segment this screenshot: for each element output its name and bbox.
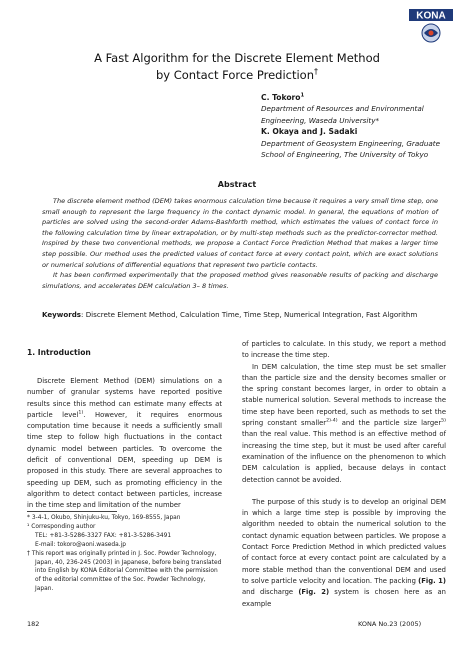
- body-paragraph: The purpose of this study is to develop an original DEM in which a large time step is possible by improving the algorithm needed to obtain the numerical solution to the contact dynamic equation between particles. We propose a Contact Force Prediction Method in which predicted values of contact force at every contact point are calculated by a more stable method than the conventional DEM and used to solve particle velocity and location. The packing (Fig. 1) and discharge (Fig. 2) system is chosen here as an example: [242, 497, 446, 608]
- author-affiliation: Engineering, Waseda University*: [261, 115, 380, 125]
- keywords-line: [42, 310, 442, 320]
- author-name: C. Tokoro$^1$: [261, 92, 305, 102]
- body-paragraph: Discrete Element Method (DEM) simulations on a number of granular systems have reported positive results since this method can estimate many effects at particle level$^{1)}$. However, it requires enormous computation time because it needs a sufficiently small time step to follow high fluctuations in the contact dynamic model between particles. To overcome the deficit of conventional DEM, speeding up DEM is proposed in this study. There are several approaches to speeding up DEM, such as promoting efficiency in the algorithm to detect contact between particles, increase in the time step and limitation of the number: [27, 377, 222, 510]
- paper-title-line2: by Contact Force Prediction†: [155, 67, 319, 82]
- section-heading: 1. Introduction: [27, 348, 91, 357]
- journal-issue: KONA No.23 (2005): [358, 620, 422, 628]
- page-number: 182: [27, 620, 40, 628]
- citation: 1): [78, 410, 84, 416]
- figure-ref: (Fig. 2): [298, 588, 330, 597]
- abstract-heading: Abstract: [217, 180, 257, 189]
- footnote-email: E-mail: tokoro@aoni.waseda.jp: [35, 541, 127, 548]
- author-affiliation: Department of Resources and Environmental: [261, 104, 424, 114]
- author-affiliation: Department of Geosystem Engineering, Graduate: [261, 138, 441, 148]
- paper-title-line1: A Fast Algorithm for the Discrete Element Method: [94, 51, 380, 65]
- body-paragraph: of particles to calculate. In this study, we report a method to increase the time step.: [242, 340, 446, 360]
- footnotes: [27, 514, 222, 594]
- left-column: [27, 376, 222, 512]
- right-column: [242, 339, 446, 610]
- logo-text: KONA: [416, 10, 446, 22]
- citation: 2)-4): [326, 418, 338, 424]
- author-name: K. Okaya and J. Sadaki: [261, 127, 358, 137]
- footnote-divider: [27, 511, 117, 512]
- author-affiliation: School of Engineering, The University of Tokyo: [261, 150, 429, 160]
- abstract-paragraph: It has been confirmed experimentally that the proposed method gives reasonable results of packing and discharge simulations, and accelerates DEM calculation 3– 8 times.: [42, 271, 438, 290]
- abstract-body: [42, 196, 438, 291]
- title-dagger: †: [314, 67, 319, 77]
- figure-ref: (Fig. 1): [418, 576, 446, 585]
- body-paragraph: In DEM calculation, the time step must be set smaller than the particle size and the density becomes smaller or the spring constant becomes larger, in order to obtain a stable numerical solution. Several methods to increase the time step have been reported, such as methods to set the spring constant smaller$^{2)-4)}$ and the particle size larger$^{5)}$ than the real value. This method is an effective method of increasing the time step, but it must be used after careful examination of the influence on the phenomenon to which DEM calculation is applied, because delays in contact detection cannot be avoided.: [242, 362, 447, 484]
- kona-logo: [407, 6, 455, 46]
- keywords-text: : Discrete Element Method, Calculation Time, Time Step, Numerical Integration, Fast Algorithm: [81, 310, 418, 319]
- citation: 5): [441, 418, 447, 424]
- footnote-corresponding: ¹ Corresponding author: [27, 523, 96, 530]
- footnote-original: † This report was originally printed in J. Soc. Powder Technology, Japan, 40, 236-245 (2003) in Japanese, before being translated into English by KONA Editorial Committee with the permission of the editorial committee of the Soc. Powder Technology, Japan.: [27, 550, 222, 593]
- footnote-address: * 3-4-1, Okubo, Shinjuku-ku, Tokyo, 169-8555, Japan: [27, 515, 181, 521]
- author-block: [261, 92, 471, 160]
- footnote-tel: TEL: +81-3-5286-3327 FAX: +81-3-5286-3491: [35, 532, 172, 539]
- keywords-label: Keywords: [42, 310, 82, 319]
- abstract-paragraph: The discrete element method (DEM) takes enormous calculation time because it requires a very small time step, one small enough to represent the large frequency in the contact dynamic model. In general, the equations of motion of particles are solved using the second-order Adams-Bashforth method, which estimates the values of contact force in the following calculation time by linear extrapolation, or by multi-step methods such as the predictor-corrector method. Inspired by these two conventional methods, we propose a Contact Force Prediction Method that makes a larger time step possible. Our method uses the predicted values of contact force at every contact point, which are exact solutions or numerical solutions of differential equations that represent two particle contacts.: [42, 197, 438, 269]
